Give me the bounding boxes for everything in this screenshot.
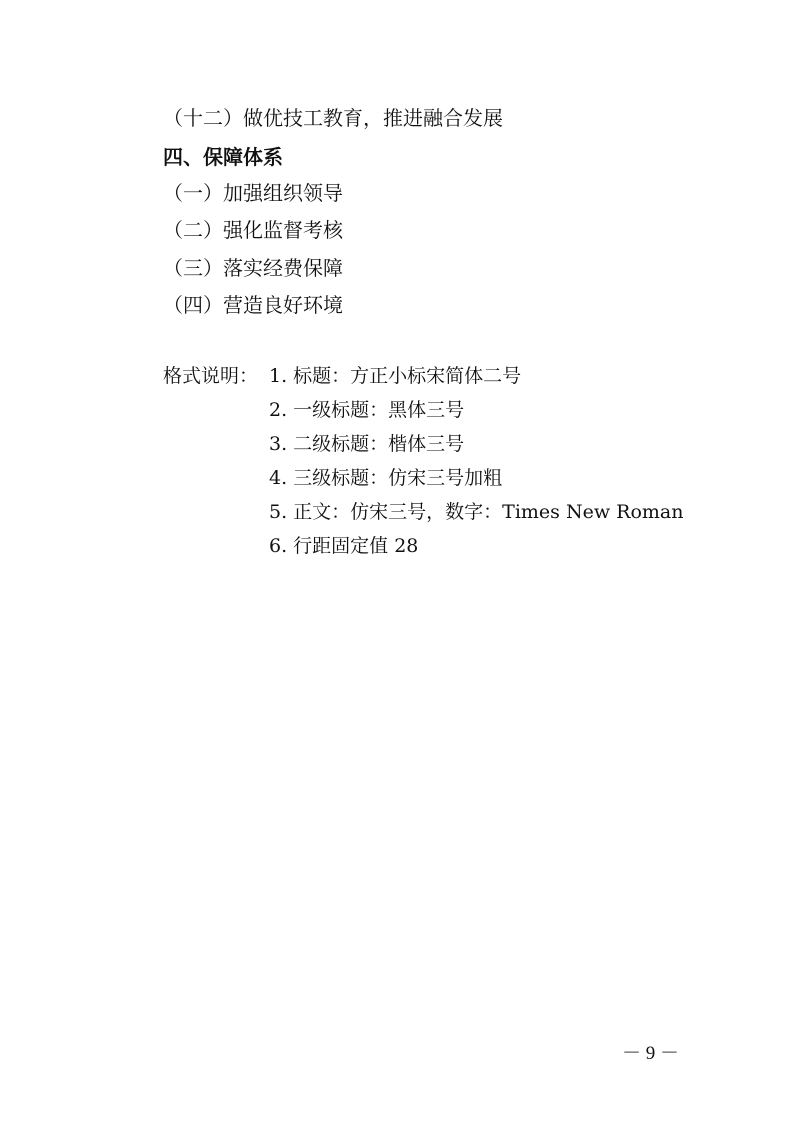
subsection-2: （二）强化监督考核 [163,218,343,242]
format-note-row [163,461,683,495]
page-number: － 9 － [622,1043,680,1064]
format-note-row [163,393,683,427]
format-notes-label: 格式说明： [163,365,259,387]
subsection-3: （三）落实经费保障 [163,256,343,280]
subsection-4: （四）营造良好环境 [163,293,343,317]
format-note-row [163,359,683,393]
format-note-item: 6. 行距固定值 28 [269,535,419,557]
format-note-row [163,529,683,563]
format-note-item: 1. 标题：方正小标宋简体二号 [269,365,522,387]
item-twelve-heading: （十二）做优技工教育，推进融合发展 [163,106,503,130]
section-four-heading: 四、保障体系 [163,145,283,169]
format-note-row [163,495,683,529]
format-note-item: 3. 二级标题：楷体三号 [269,433,465,455]
format-notes [163,359,683,563]
subsection-1: （一）加强组织领导 [163,181,343,205]
format-note-item: 2. 一级标题：黑体三号 [269,399,465,421]
format-note-item: 5. 正文：仿宋三号，数字：Times New Roman [269,501,684,523]
format-note-item: 4. 三级标题：仿宋三号加粗 [269,467,503,489]
format-note-row [163,427,683,461]
